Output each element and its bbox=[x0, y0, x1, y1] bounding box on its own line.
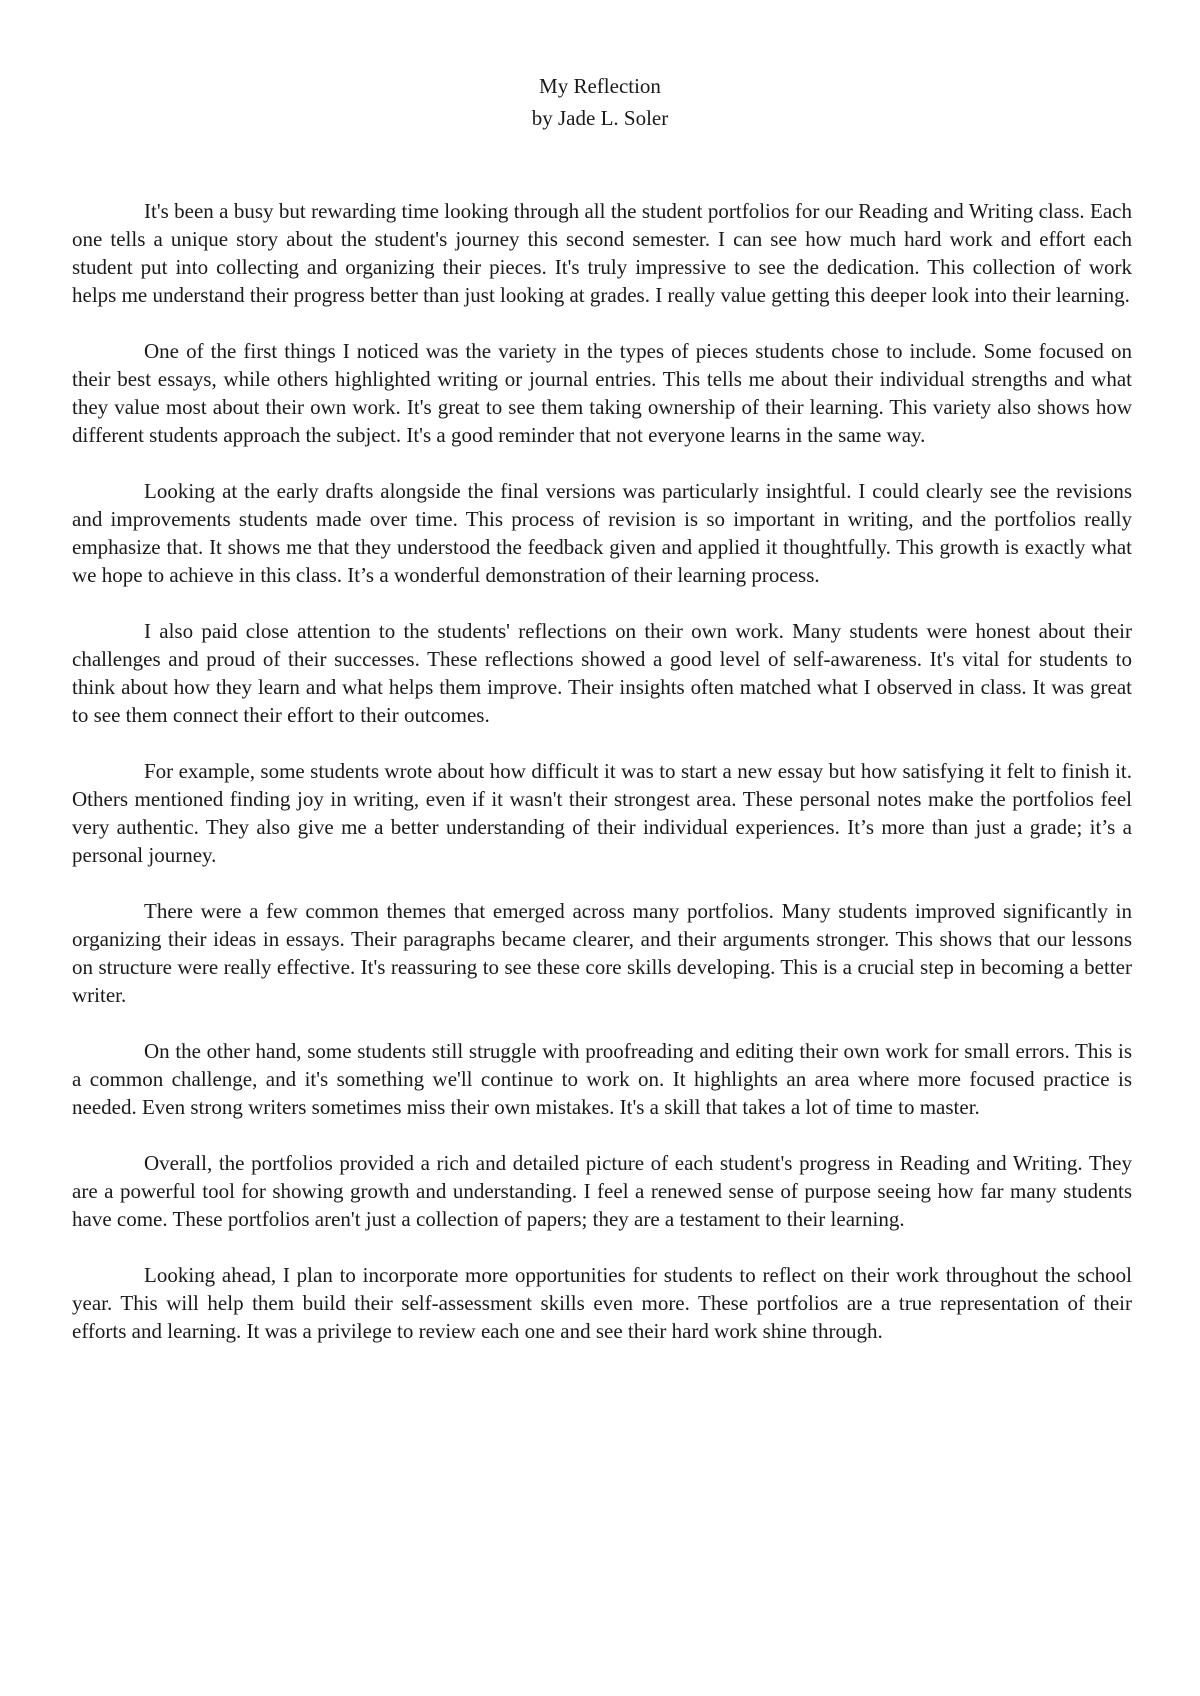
paragraph: There were a few common themes that emerged across many portfolios. Many students improved significantly in organizing their ideas in essays. Their paragraphs became clearer, and their arguments stronger. This shows that our lessons on structure were really effective. It's reassuring to see these core skills developing. This is a crucial step in becoming a better writer. bbox=[72, 899, 1132, 1007]
paragraph: Looking ahead, I plan to incorporate more opportunities for students to reflect on their work throughout the school year. This will help them build their self-assessment skills even more. These portfolios are a true representation of their efforts and learning. It was a privilege to review each one and see their hard work shine through. bbox=[72, 1263, 1132, 1343]
paragraph: Overall, the portfolios provided a rich and detailed picture of each student's progress in Reading and Writing. They are a powerful tool for showing growth and understanding. I feel a renewed sense of purpose seeing how far many students have come. These portfolios aren't just a collection of papers; they are a testament to their learning. bbox=[72, 1151, 1132, 1231]
document-title: My Reflection bbox=[539, 74, 661, 98]
document-byline: by Jade L. Soler bbox=[531, 106, 669, 130]
paragraph: For example, some students wrote about how difficult it was to start a new essay but how satisfying it felt to finish it. Others mentioned finding joy in writing, even if it wasn't their strongest area. These personal notes make the portfolios feel very authentic. They also give me a better understanding of their individual experiences. It’s more than just a grade; it’s a personal journey. bbox=[72, 759, 1132, 867]
document-body bbox=[72, 197, 1132, 1373]
paragraph: Looking at the early drafts alongside the final versions was particularly insightful. I could clearly see the revisions and improvements students made over time. This process of revision is so important in writing, and the portfolios really emphasize that. It shows me that they understood the feedback given and applied it thoughtfully. This growth is exactly what we hope to achieve in this class. It’s a wonderful demonstration of their learning process. bbox=[72, 479, 1132, 587]
paragraph: One of the first things I noticed was the variety in the types of pieces students chose to include. Some focused on their best essays, while others highlighted writing or journal entries. This tells me about their individual strengths and what they value most about their own work. It's great to see them taking ownership of their learning. This variety also shows how different students approach the subject. It's a good reminder that not everyone learns in the same way. bbox=[72, 339, 1132, 447]
paragraph: It's been a busy but rewarding time looking through all the student portfolios for our Reading and Writing class. Each one tells a unique story about the student's journey this second semester. I can see how much hard work and effort each student put into collecting and organizing their pieces. It's truly impressive to see the dedication. This collection of work helps me understand their progress better than just looking at grades. I really value getting this deeper look into their learning. bbox=[72, 199, 1132, 307]
paragraph: I also paid close attention to the students' reflections on their own work. Many students were honest about their challenges and proud of their successes. These reflections showed a good level of self-awareness. It's vital for students to think about how they learn and what helps them improve. Their insights often matched what I observed in class. It was great to see them connect their effort to their outcomes. bbox=[72, 619, 1132, 727]
paragraph: On the other hand, some students still struggle with proofreading and editing their own work for small errors. This is a common challenge, and it's something we'll continue to work on. It highlights an area where more focused practice is needed. Even strong writers sometimes miss their own mistakes. It's a skill that takes a lot of time to master. bbox=[72, 1039, 1132, 1119]
document-header bbox=[0, 70, 1200, 134]
